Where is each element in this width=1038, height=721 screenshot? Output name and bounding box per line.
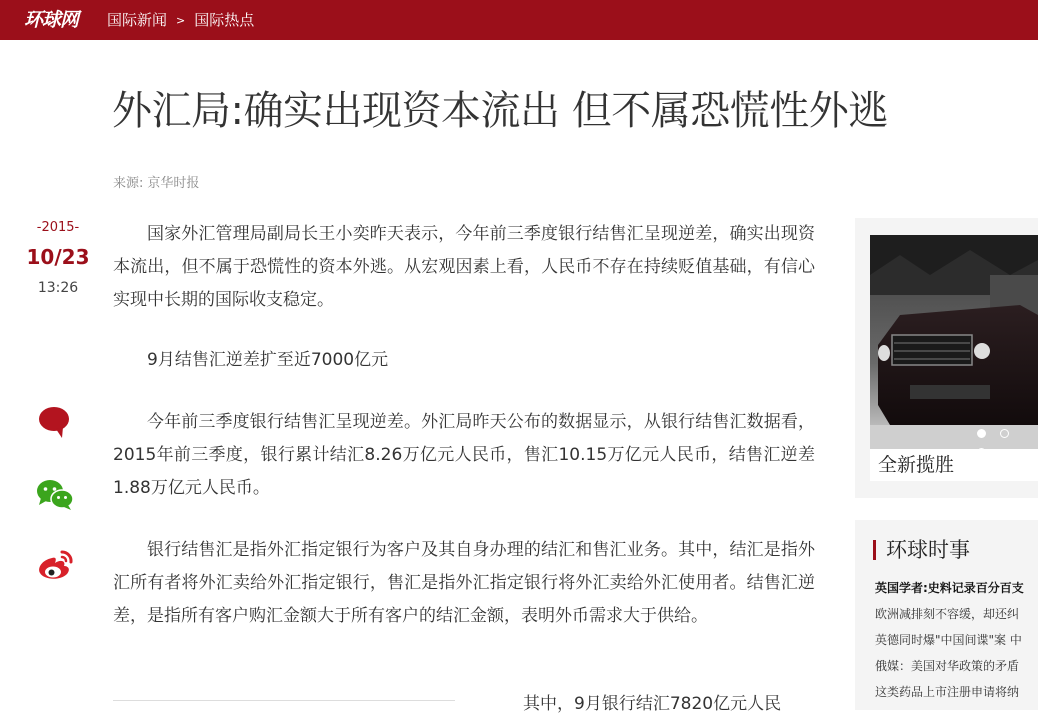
- news-item[interactable]: 英德同时爆"中国间谍"案 中: [875, 633, 1022, 647]
- date-year: -2015-: [36, 220, 80, 235]
- source-name: 京华时报: [147, 176, 200, 191]
- gallery-dot[interactable]: [1000, 429, 1009, 438]
- article-paragraph: 银行结售汇是指外汇指定银行为客户及其自身办理的结汇和售汇业务。其中，结汇是指外汇所有者将外汇卖给外汇指定银行，售汇是指外汇指定银行将外汇卖给外汇使用者。结售汇逆差，是指所有客户购汇金额大于所有客户的结汇金额，表明外币需求大于供给。: [113, 540, 815, 626]
- gallery-image[interactable]: [870, 235, 1038, 449]
- gallery-dot[interactable]: [977, 429, 986, 438]
- news-item[interactable]: 欧洲减排刻不容缓，却还纠: [875, 607, 1020, 621]
- source-label: 来源:: [113, 176, 144, 191]
- wechat-icon[interactable]: [36, 478, 74, 512]
- news-item[interactable]: 俄媒：美国对华政策的矛盾: [875, 659, 1020, 673]
- news-heading: 环球时事: [873, 540, 970, 560]
- news-item[interactable]: 英国学者:史料记录百分百支: [875, 581, 1024, 595]
- article-paragraph: 国家外汇管理局副局长王小奕昨天表示，今年前三季度银行结售汇呈现逆差，确实出现资本流出，但不属于恐慌性的资本外逃。从宏观因素上看，人民币不存在持续贬值基础，有信心实现中长期的国际收支稳定。: [113, 224, 815, 310]
- article-source: [113, 172, 199, 191]
- article-paragraph: 其中，9月银行结汇7820亿元人民: [523, 694, 782, 714]
- news-item[interactable]: 这类药品上市注册申请将纳: [875, 685, 1020, 699]
- article-paragraph: 今年前三季度银行结售汇呈现逆差。外汇局昨天公布的数据显示，从银行结售汇数据看，2015年前三季度，银行累计结汇8.26万亿元人民币，售汇10.15万亿元人民币，结售汇逆差1.88万亿元人民币。: [113, 412, 815, 498]
- weibo-icon[interactable]: [36, 548, 76, 582]
- news-list: [875, 575, 1038, 705]
- photo-gallery: [855, 218, 1038, 498]
- publish-date: [25, 220, 91, 296]
- gallery-caption[interactable]: 全新揽胜: [870, 449, 1038, 481]
- breadcrumb-international-hot[interactable]: 国际热点: [194, 11, 255, 29]
- article-title: 外汇局:确实出现资本流出 但不属恐慌性外逃: [112, 88, 888, 134]
- breadcrumb: [107, 10, 254, 30]
- breadcrumb-international-news[interactable]: 国际新闻: [107, 11, 168, 29]
- breadcrumb-separator: >: [176, 14, 186, 27]
- date-time: 13:26: [37, 280, 79, 296]
- inline-embed: [113, 700, 455, 711]
- top-bar: [0, 0, 1038, 40]
- date-day: 10/23: [26, 245, 90, 269]
- site-logo[interactable]: 环球网: [24, 9, 79, 31]
- article-subheading: 9月结售汇逆差扩至近7000亿元: [147, 350, 389, 370]
- sidebar-news: [855, 520, 1038, 710]
- comment-icon[interactable]: [36, 405, 72, 439]
